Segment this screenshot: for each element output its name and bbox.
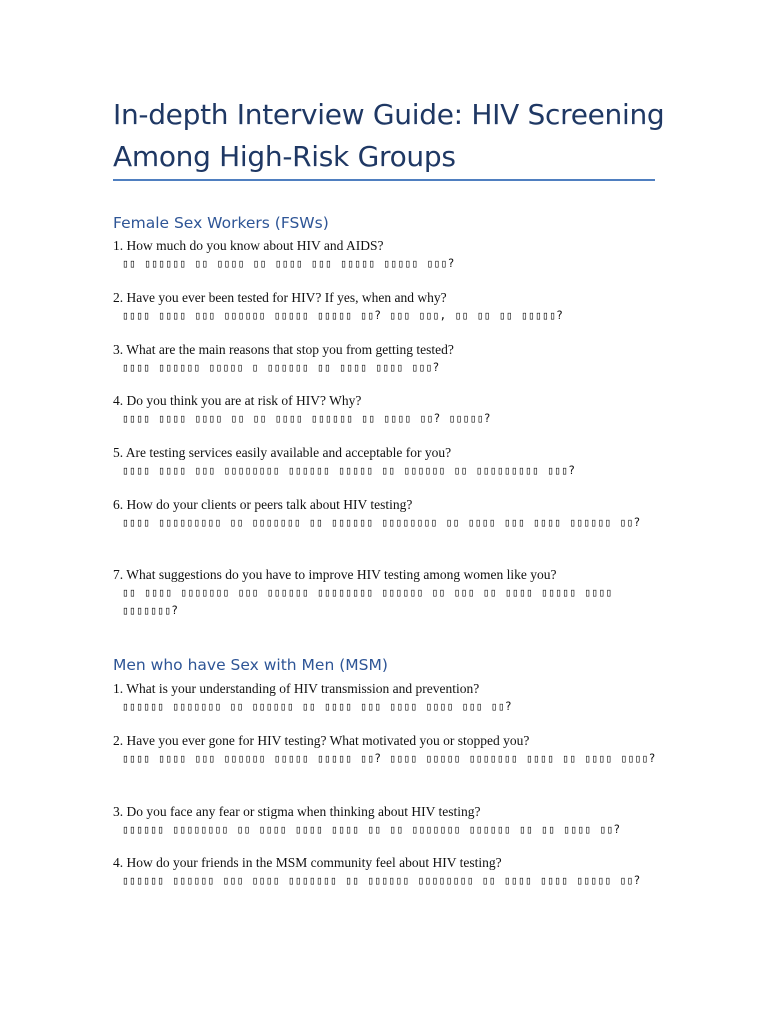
question-text-english: 6. How do your clients or peers talk about HIV testing? — [113, 497, 413, 512]
section-heading-fsw: Female Sex Workers (FSWs) — [113, 214, 329, 232]
question-text-english: 2. Have you ever gone for HIV testing? What motivated you or stopped you? — [113, 733, 530, 748]
question-item — [113, 341, 658, 377]
question-text-english: 4. Do you think you are at risk of HIV? Why? — [113, 393, 362, 408]
section-heading-msm: Men who have Sex with Men (MSM) — [113, 656, 388, 674]
question-text-english: 7. What suggestions do you have to improve HIV testing among women like you? — [113, 567, 557, 582]
document-title: In-depth Interview Guide: HIV Screening Among High-Risk Groups — [113, 98, 665, 173]
question-item — [113, 732, 658, 768]
question-text-english: 1. What is your understanding of HIV transmission and prevention? — [113, 681, 480, 696]
question-text-translation: ▯▯▯▯ ▯▯▯▯▯▯▯▯▯ ▯▯ ▯▯▯▯▯▯▯ ▯▯ ▯▯▯▯▯▯ ▯▯▯▯▯▯▯▯ ▯▯ ▯▯▯▯ ▯▯▯ ▯▯▯▯ ▯▯▯▯▯▯ ▯▯? — [122, 516, 641, 529]
question-text-english: 4. How do your friends in the MSM community feel about HIV testing? — [113, 855, 502, 870]
question-text-english: 1. How much do you know about HIV and AIDS? — [113, 238, 384, 253]
question-text-translation: ▯▯▯▯ ▯▯▯▯ ▯▯▯▯ ▯▯ ▯▯ ▯▯▯▯ ▯▯▯▯▯▯ ▯▯ ▯▯▯▯ ▯▯? ▯▯▯▯▯? — [122, 412, 491, 425]
question-item — [113, 496, 658, 532]
question-text-translation: ▯▯▯▯ ▯▯▯▯ ▯▯▯ ▯▯▯▯▯▯▯▯ ▯▯▯▯▯▯ ▯▯▯▯▯ ▯▯ ▯▯▯▯▯▯ ▯▯ ▯▯▯▯▯▯▯▯▯ ▯▯▯? — [122, 464, 576, 477]
question-text-english: 3. What are the main reasons that stop you from getting tested? — [113, 342, 454, 357]
question-text-translation: ▯▯▯▯ ▯▯▯▯▯▯ ▯▯▯▯▯ ▯ ▯▯▯▯▯▯ ▯▯ ▯▯▯▯ ▯▯▯▯ ▯▯▯? — [122, 361, 440, 374]
question-text-translation: ▯▯ ▯▯▯▯▯▯ ▯▯ ▯▯▯▯ ▯▯ ▯▯▯▯ ▯▯▯ ▯▯▯▯▯ ▯▯▯▯▯ ▯▯▯? — [122, 257, 455, 270]
question-item — [113, 237, 658, 273]
question-text-translation: ▯▯▯▯▯▯ ▯▯▯▯▯▯▯ ▯▯ ▯▯▯▯▯▯ ▯▯ ▯▯▯▯ ▯▯▯ ▯▯▯▯ ▯▯▯▯ ▯▯▯ ▯▯? — [122, 700, 512, 713]
question-item — [113, 566, 658, 620]
question-text-translation: ▯▯▯▯ ▯▯▯▯ ▯▯▯ ▯▯▯▯▯▯ ▯▯▯▯▯ ▯▯▯▯▯ ▯▯? ▯▯▯ ▯▯▯, ▯▯ ▯▯ ▯▯ ▯▯▯▯▯? — [122, 309, 564, 322]
question-item — [113, 854, 658, 890]
question-item — [113, 392, 658, 428]
question-item — [113, 289, 658, 325]
title-divider — [113, 179, 655, 181]
question-text-translation: ▯▯ ▯▯▯▯ ▯▯▯▯▯▯▯ ▯▯▯ ▯▯▯▯▯▯ ▯▯▯▯▯▯▯▯ ▯▯▯▯▯▯ ▯▯ ▯▯▯ ▯▯ ▯▯▯▯ ▯▯▯▯▯ ▯▯▯▯ ▯▯▯▯▯▯▯? — [122, 586, 613, 617]
question-text-translation: ▯▯▯▯ ▯▯▯▯ ▯▯▯ ▯▯▯▯▯▯ ▯▯▯▯▯ ▯▯▯▯▯ ▯▯? ▯▯▯▯ ▯▯▯▯▯ ▯▯▯▯▯▯▯ ▯▯▯▯ ▯▯ ▯▯▯▯ ▯▯▯▯? — [122, 752, 656, 765]
question-item — [113, 444, 658, 480]
question-text-translation: ▯▯▯▯▯▯ ▯▯▯▯▯▯ ▯▯▯ ▯▯▯▯ ▯▯▯▯▯▯▯ ▯▯ ▯▯▯▯▯▯ ▯▯▯▯▯▯▯▯ ▯▯ ▯▯▯▯ ▯▯▯▯ ▯▯▯▯▯ ▯▯? — [122, 874, 641, 887]
question-item — [113, 803, 658, 839]
question-item — [113, 680, 658, 716]
question-text-english: 3. Do you face any fear or stigma when thinking about HIV testing? — [113, 804, 481, 819]
question-text-english: 2. Have you ever been tested for HIV? If yes, when and why? — [113, 290, 447, 305]
question-text-english: 5. Are testing services easily available and acceptable for you? — [113, 445, 452, 460]
question-text-translation: ▯▯▯▯▯▯ ▯▯▯▯▯▯▯▯ ▯▯ ▯▯▯▯ ▯▯▯▯ ▯▯▯▯ ▯▯ ▯▯ ▯▯▯▯▯▯▯ ▯▯▯▯▯▯ ▯▯ ▯▯ ▯▯▯▯ ▯▯? — [122, 823, 621, 836]
